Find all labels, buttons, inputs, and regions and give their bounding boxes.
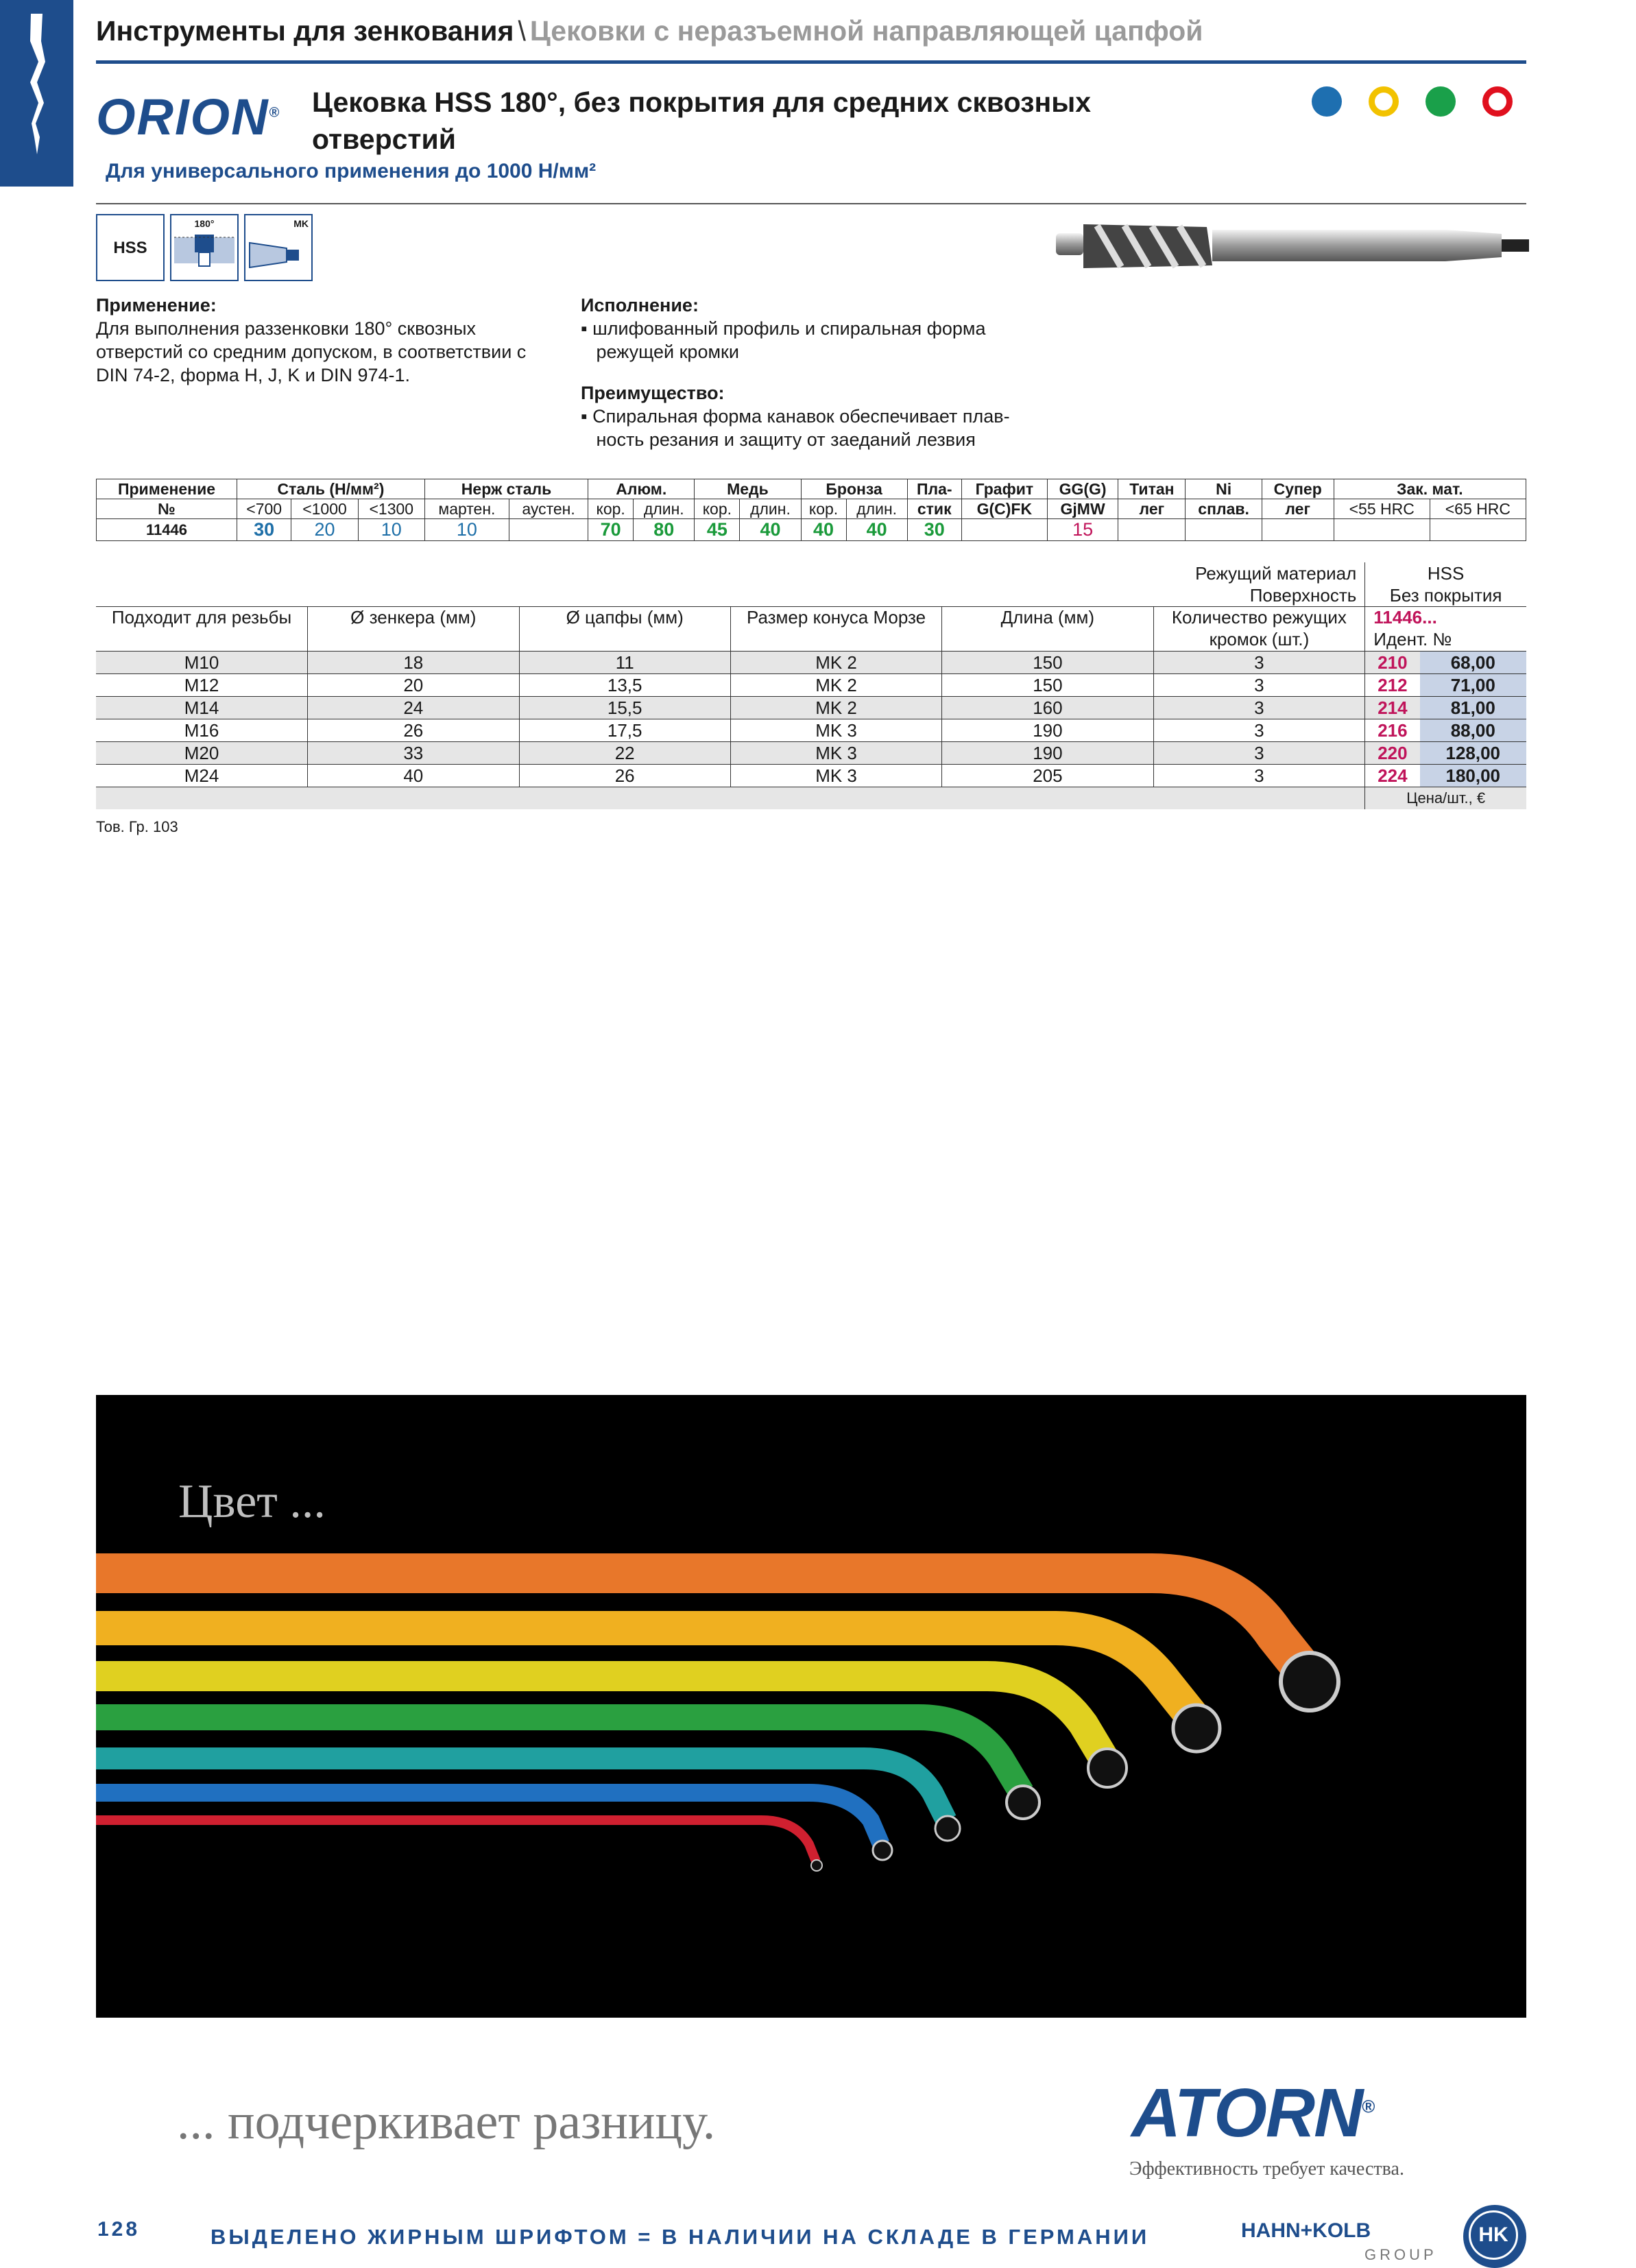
breadcrumb-subcategory: Цековки с неразъемной направляющей цапфой: [529, 15, 1203, 47]
mt-header: Применение: [97, 479, 237, 499]
application-section: [96, 294, 576, 387]
countersink-tool-image: [1056, 209, 1529, 285]
atorn-logo: ATORN®: [1131, 2075, 1374, 2151]
advantage-line: Спиральная форма канавок обеспечивает плав-: [592, 406, 1010, 427]
mt-article: 11446: [97, 519, 237, 541]
atorn-slogan: Эффективность требует качества.: [1129, 2158, 1404, 2180]
mt-value: 10: [424, 519, 509, 541]
mt-value: 30: [907, 519, 961, 541]
mt-sub: <1300: [358, 499, 424, 519]
mt-value: [1430, 519, 1526, 541]
mt-sub: мартен.: [424, 499, 509, 519]
color-dot-blue: [1312, 86, 1342, 117]
mt-value: 80: [634, 519, 695, 541]
mt-header: GG(G): [1047, 479, 1118, 499]
article-prefix: 11446...: [1365, 607, 1526, 630]
design-section: Исполнение: ▪ шлифованный профиль и спиральная форма режущей кромки: [581, 295, 986, 362]
breadcrumb: [96, 15, 1203, 47]
mt-sub: кор.: [801, 499, 846, 519]
mt-value: 45: [695, 519, 740, 541]
column-header: кромок (шт.): [1153, 629, 1365, 652]
product-subtitle: Для универсального применения до 1000 Н/мм²: [106, 160, 597, 182]
mt-sub: <65 HRC: [1430, 499, 1526, 519]
materials-table: [96, 479, 1526, 541]
table-row: M14 24 15,5 MK 2 160 3 214 81,00: [96, 697, 1526, 719]
advantage-line: ность резания и защиту от заеданий лезвия: [596, 429, 976, 450]
column-header: Размер конуса Морзе: [730, 607, 941, 652]
mt-sub: кор.: [695, 499, 740, 519]
color-dot-green: [1426, 86, 1456, 117]
design-line: режущей кромки: [596, 342, 739, 362]
ad-headline: Цвет ...: [178, 1475, 326, 1528]
mt-header: Зак. мат.: [1334, 479, 1526, 499]
product-group: Тов. Гр. 103: [96, 818, 178, 835]
stock-note: ВЫДЕЛЕНО ЖИРНЫМ ШРИФТОМ = В НАЛИЧИИ НА СКЛАДЕ В ГЕРМАНИИ: [210, 2225, 1150, 2249]
mt-sub: стик: [907, 499, 961, 519]
application-line: Для выполнения раззенковки 180° сквозных: [96, 318, 477, 339]
mt-sub: G(C)FK: [961, 499, 1047, 519]
morse-taper-icon: MK: [244, 214, 313, 281]
category-sidebar: [0, 0, 73, 187]
mt-header: Пла-: [907, 479, 961, 499]
header-divider: [96, 60, 1526, 64]
column-header: Ø цапфы (мм): [519, 607, 730, 652]
application-line: отверстий со средним допуском, в соответствии с: [96, 342, 527, 362]
mt-value: 40: [801, 519, 846, 541]
hahn-kolb-wordmark: HAHN+KOLB: [1241, 2219, 1371, 2242]
mt-sub: длин.: [846, 499, 907, 519]
mt-header: Сталь (Н/мм²): [237, 479, 425, 499]
mt-sub: <55 HRC: [1334, 499, 1430, 519]
mt-value: [961, 519, 1047, 541]
mt-header: Алюм.: [588, 479, 695, 499]
table-row: M10 18 11 MK 2 150 3 210 68,00: [96, 652, 1526, 674]
mt-sub: <700: [237, 499, 291, 519]
mt-sub: лег: [1262, 499, 1334, 519]
mt-header: Медь: [695, 479, 801, 499]
mt-sub: кор.: [588, 499, 634, 519]
mt-value: 20: [291, 519, 358, 541]
mt-value: 70: [588, 519, 634, 541]
breadcrumb-separator: \: [518, 15, 526, 47]
column-header: Подходит для резьбы: [96, 607, 308, 652]
color-dot-red-ring: [1482, 86, 1513, 117]
mt-header: Графит: [961, 479, 1047, 499]
orion-logo: ORION®: [96, 88, 281, 145]
mt-sub: <1000: [291, 499, 358, 519]
breadcrumb-category: Инструменты для зенкования: [96, 15, 514, 47]
application-heading: Применение:: [96, 295, 217, 315]
mt-header: Супер: [1262, 479, 1334, 499]
spec-table: [96, 562, 1526, 809]
advantage-heading: Преимущество:: [581, 383, 725, 403]
hss-icon: HSS: [96, 214, 165, 281]
hahn-kolb-logo-icon: HK: [1463, 2205, 1526, 2268]
mt-sub: длин.: [740, 499, 801, 519]
column-header: Ø зенкера (мм): [308, 607, 519, 652]
price-label: Цена/шт., €: [1365, 787, 1526, 810]
mt-sub: GjMW: [1047, 499, 1118, 519]
drill-icon: [0, 0, 73, 187]
mt-value: [1334, 519, 1430, 541]
cutting-material-label: Режущий материал: [96, 562, 1365, 584]
surface-label: Поверхность: [96, 584, 1365, 607]
mt-value: 40: [846, 519, 907, 541]
mt-value: [509, 519, 588, 541]
column-header: Длина (мм): [942, 607, 1153, 652]
table-row: M24 40 26 MK 3 205 3 224 180,00: [96, 765, 1526, 787]
mt-value: [1186, 519, 1262, 541]
advantage-section: Преимущество: ▪ Спиральная форма канавок обеспечивает плав- ность резания и защиту от заеданий лезвия: [581, 383, 1010, 450]
mt-value: 30: [237, 519, 291, 541]
mt-value: 15: [1047, 519, 1118, 541]
mt-value: 10: [358, 519, 424, 541]
title-divider: [96, 203, 1526, 204]
mt-value: [1262, 519, 1334, 541]
application-line: DIN 74-2, форма H, J, K и DIN 974-1.: [96, 365, 411, 385]
mt-sub: №: [97, 499, 237, 519]
mt-value: 40: [740, 519, 801, 541]
ad-tagline: ... подчеркивает разницу.: [177, 2094, 716, 2150]
table-row: M20 33 22 MK 3 190 3 220 128,00: [96, 742, 1526, 765]
mt-header: Ni: [1186, 479, 1262, 499]
page-number: 128: [97, 2218, 141, 2241]
table-row: M16 26 17,5 MK 3 190 3 216 88,00: [96, 719, 1526, 742]
mt-header: Нерж сталь: [424, 479, 588, 499]
mt-value: [1118, 519, 1186, 541]
mt-sub: сплав.: [1186, 499, 1262, 519]
mt-sub: длин.: [634, 499, 695, 519]
column-header: Количество режущих: [1153, 607, 1365, 630]
product-title: Цековка HSS 180°, без покрытия для средних сквозных отверстий: [312, 86, 1092, 155]
mt-sub: аустен.: [509, 499, 588, 519]
color-dot-yellow-ring: [1369, 86, 1399, 117]
cutting-material-value: HSS: [1427, 562, 1465, 584]
design-line: шлифованный профиль и спиральная форма: [592, 318, 986, 339]
design-heading: Исполнение:: [581, 295, 699, 315]
hahn-kolb-group: GROUP: [1364, 2246, 1437, 2263]
ident-label: Идент. №: [1373, 629, 1452, 649]
mt-header: Титан: [1118, 479, 1186, 499]
angle-180-icon: 180°: [170, 214, 239, 281]
mt-header: Бронза: [801, 479, 907, 499]
table-row: M12 20 13,5 MK 2 150 3 212 71,00: [96, 674, 1526, 697]
mt-sub: лег: [1118, 499, 1186, 519]
surface-value: Без покрытия: [1389, 584, 1502, 606]
